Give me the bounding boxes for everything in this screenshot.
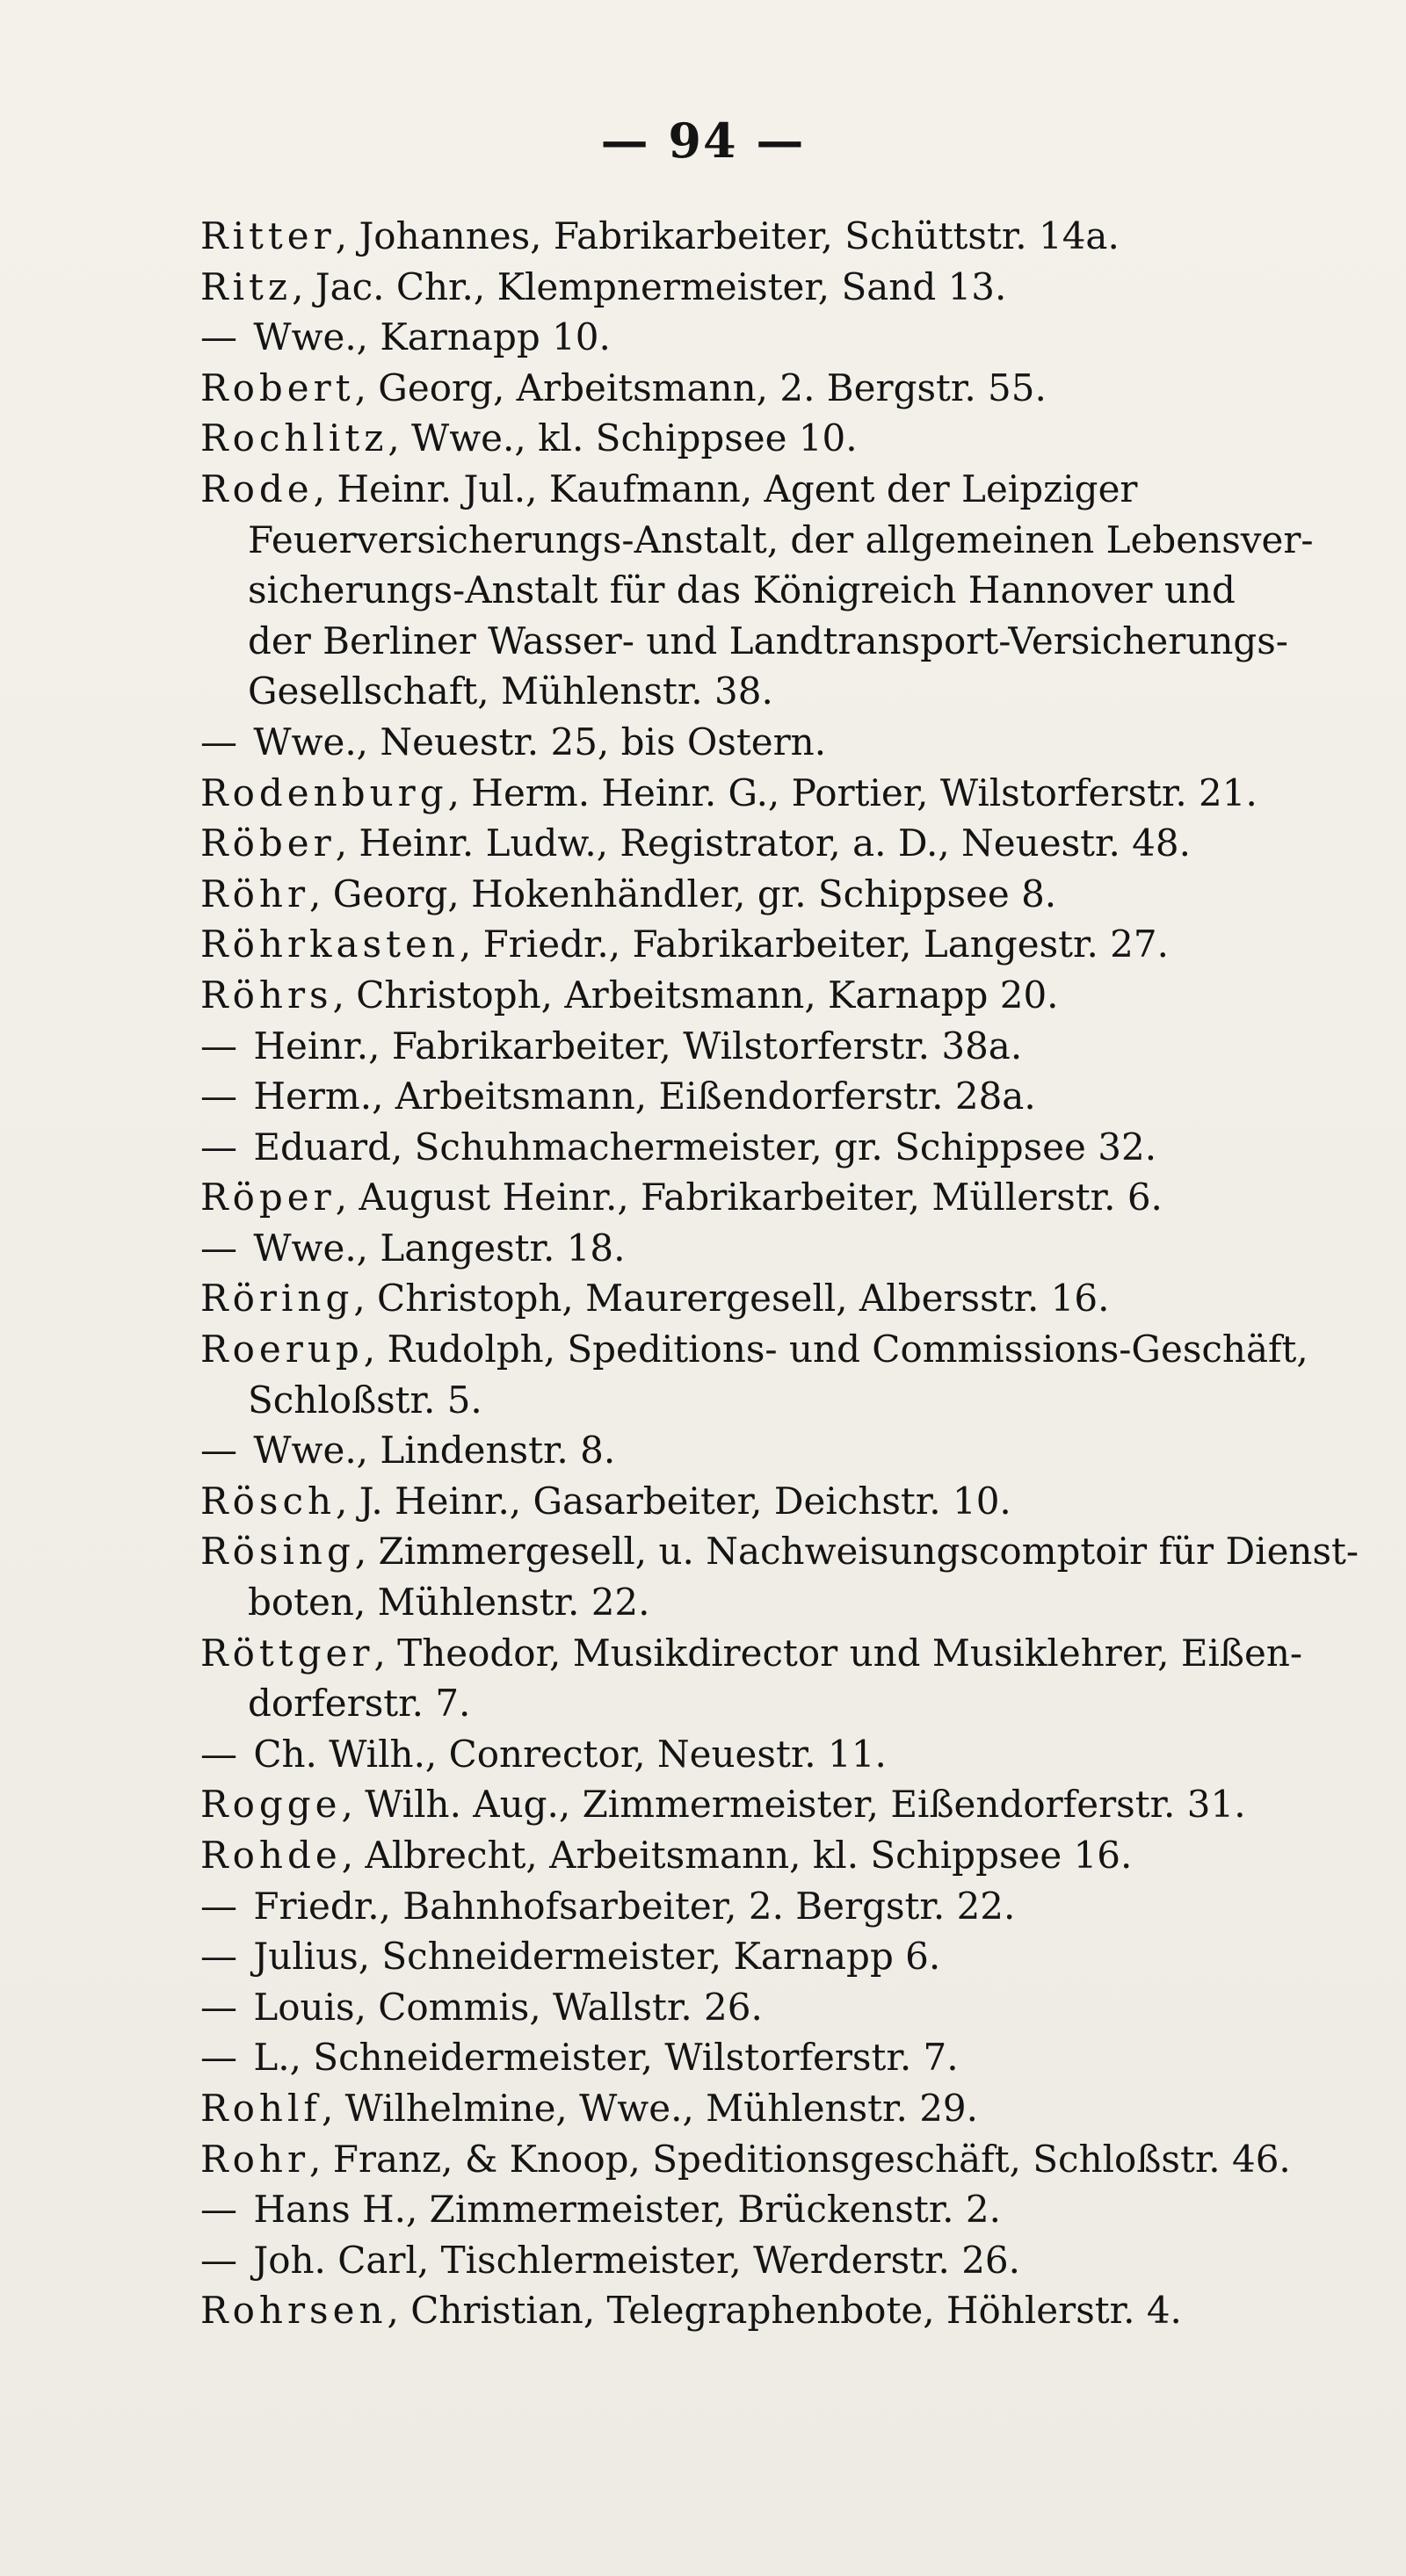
- entry-text: Wwe., Karnapp 10.: [242, 315, 611, 359]
- entry-surname: —: [200, 1125, 242, 1169]
- directory-entry: [200, 1729, 1360, 1780]
- entry-text: Louis, Commis, Wallstr. 26.: [242, 1985, 763, 2029]
- entry-text: dorferstr. 7.: [248, 1682, 471, 1726]
- entry-text: , Johannes, Fabrikarbeiter, Schüttstr. 14a.: [335, 214, 1120, 257]
- entry-text: , Christoph, Arbeitsmann, Karnapp 20.: [332, 973, 1059, 1017]
- entry-text: Eduard, Schuhmachermeister, gr. Schippsee 32.: [242, 1125, 1157, 1169]
- entry-surname: —: [200, 2238, 242, 2282]
- entry-surname: Röber: [200, 821, 336, 865]
- entry-text: , Zimmergesell, u. Nachweisungscomptoir für Dienst-: [354, 1530, 1359, 1574]
- entry-surname: —: [200, 1226, 242, 1270]
- directory-entry: [200, 919, 1360, 970]
- directory-entry: [200, 1779, 1360, 1830]
- entry-surname: Rösch: [200, 1479, 337, 1523]
- entry-text: Schloßstr. 5.: [248, 1378, 482, 1422]
- entry-surname: —: [200, 2036, 242, 2080]
- directory-entry: [200, 1273, 1360, 1324]
- entry-text: , Georg, Hokenhändler, gr. Schippsee 8.: [309, 872, 1057, 915]
- entry-surname: Röttger: [200, 1631, 374, 1675]
- entry-text: , Heinr. Jul., Kaufmann, Agent der Leipziger: [313, 467, 1138, 510]
- entry-text: Feuerversicherungs-Anstalt, der allgemeinen Lebensver-: [248, 517, 1314, 561]
- entry-continuation-line: [200, 1375, 1360, 1426]
- directory-entry: [200, 211, 1360, 262]
- entry-surname: —: [200, 1884, 242, 1928]
- entry-surname: —: [200, 1732, 242, 1776]
- entry-surname: Röper: [200, 1176, 336, 1219]
- directory-entry: [200, 312, 1360, 363]
- entry-text: , Herm. Heinr. G., Portier, Wilstorferstr. 21.: [447, 771, 1257, 814]
- entry-text: , Georg, Arbeitsmann, 2. Bergstr. 55.: [354, 365, 1047, 409]
- entry-text: sicherungs-Anstalt für das Königreich Hannover und: [248, 568, 1236, 612]
- entry-surname: Rogge: [200, 1783, 342, 1827]
- entry-text: , Wwe., kl. Schippsee 10.: [388, 416, 858, 460]
- entry-text: , Albrecht, Arbeitsmann, kl. Schippsee 16.: [341, 1834, 1133, 1877]
- entry-surname: Röring: [200, 1277, 354, 1321]
- directory-entry: [200, 262, 1360, 313]
- entry-surname: —: [200, 1024, 242, 1067]
- entry-continuation-line: [200, 515, 1360, 566]
- entry-surname: —: [200, 720, 242, 763]
- entry-surname: Rohrsen: [200, 2289, 388, 2333]
- entry-surname: —: [200, 315, 242, 359]
- directory-entry: [200, 1931, 1360, 1982]
- entry-surname: Rohlf: [200, 2086, 322, 2130]
- directory-entry: [200, 869, 1360, 920]
- directory-entry: [200, 1628, 1360, 1679]
- entry-text: Hans H., Zimmermeister, Brückenstr. 2.: [242, 2188, 1001, 2232]
- entry-continuation-line: [200, 1577, 1360, 1628]
- entry-text: , Jac. Chr., Klempnermeister, Sand 13.: [292, 264, 1007, 308]
- entry-continuation-line: [200, 666, 1360, 717]
- entry-text: , J. Heinr., Gasarbeiter, Deichstr. 10.: [336, 1479, 1011, 1523]
- directory-entry: [200, 1223, 1360, 1274]
- entry-text: , Christian, Telegraphenbote, Höhlerstr. 4.: [387, 2289, 1182, 2333]
- entry-text: L., Schneidermeister, Wilstorferstr. 7.: [242, 2036, 959, 2080]
- directory-entry: [200, 970, 1360, 1021]
- directory-entry: [200, 1476, 1360, 1527]
- directory-entry: [200, 1830, 1360, 1881]
- directory-entry: [200, 2285, 1360, 2336]
- entry-text: Herm., Arbeitsmann, Eißendorferstr. 28a.: [242, 1075, 1036, 1118]
- entry-text: , August Heinr., Fabrikarbeiter, Müllerstr. 6.: [335, 1176, 1163, 1219]
- entry-continuation-line: [200, 616, 1360, 667]
- entry-text: Julius, Schneidermeister, Karnapp 6.: [242, 1935, 941, 1979]
- entry-surname: —: [200, 1429, 242, 1473]
- directory-entry: [200, 768, 1360, 819]
- entry-text: , Heinr. Ludw., Registrator, a. D., Neuestr. 48.: [335, 821, 1191, 865]
- directory-entry: [200, 1526, 1360, 1577]
- directory-entries: [200, 211, 1360, 2336]
- entry-surname: —: [200, 1075, 242, 1118]
- directory-entry: [200, 2184, 1360, 2235]
- page-number: — 94 —: [600, 112, 806, 169]
- directory-entry: [200, 2235, 1360, 2286]
- entry-surname: Rodenburg: [200, 771, 448, 814]
- entry-surname: Röhrkasten: [200, 923, 460, 966]
- entry-surname: Rohr: [200, 2137, 310, 2181]
- entry-text: Wwe., Lindenstr. 8.: [242, 1429, 616, 1473]
- entry-surname: Robert: [200, 365, 355, 409]
- entry-surname: Rohde: [200, 1834, 342, 1877]
- directory-entry: [200, 818, 1360, 869]
- directory-entry: [200, 717, 1360, 768]
- entry-text: , Theodor, Musikdirector und Musiklehrer, Eißen-: [373, 1631, 1303, 1675]
- entry-text: Wwe., Neuestr. 25, bis Ostern.: [242, 720, 827, 763]
- directory-entry: [200, 2032, 1360, 2083]
- entry-surname: Ritter: [200, 214, 336, 257]
- directory-entry: [200, 1021, 1360, 1072]
- entry-text: der Berliner Wasser- und Landtransport-Versicherungs-: [248, 619, 1288, 662]
- directory-entry: [200, 1881, 1360, 1932]
- entry-surname: —: [200, 1985, 242, 2029]
- entry-continuation-line: [200, 1678, 1360, 1729]
- entry-text: Wwe., Langestr. 18.: [242, 1226, 626, 1270]
- directory-entry: [200, 413, 1360, 464]
- directory-entry: [200, 2134, 1360, 2185]
- entry-surname: Roerup: [200, 1328, 364, 1371]
- entry-surname: —: [200, 2188, 242, 2232]
- directory-entry: [200, 363, 1360, 414]
- directory-entry: [200, 1425, 1360, 1476]
- entry-surname: Ritz: [200, 264, 293, 308]
- directory-entry: [200, 1982, 1360, 2033]
- entry-text: , Wilhelmine, Wwe., Mühlenstr. 29.: [321, 2086, 978, 2130]
- entry-text: boten, Mühlenstr. 22.: [248, 1581, 650, 1624]
- directory-entry: [200, 1071, 1360, 1122]
- directory-entry: [200, 2083, 1360, 2134]
- directory-entry: [200, 1172, 1360, 1223]
- entry-text: Joh. Carl, Tischlermeister, Werderstr. 26.: [242, 2238, 1020, 2282]
- entry-surname: Rode: [200, 467, 314, 510]
- entry-surname: Röhrs: [200, 973, 333, 1017]
- directory-entry: [200, 464, 1360, 515]
- entry-surname: Röhr: [200, 872, 310, 915]
- directory-entry: [200, 1324, 1360, 1375]
- entry-text: Ch. Wilh., Conrector, Neuestr. 11.: [242, 1732, 887, 1776]
- entry-text: Friedr., Bahnhofsarbeiter, 2. Bergstr. 22.: [242, 1884, 1016, 1928]
- entry-text: , Friedr., Fabrikarbeiter, Langestr. 27.: [459, 923, 1169, 966]
- entry-text: , Franz, & Knoop, Speditionsgeschäft, Schloßstr. 46.: [309, 2137, 1291, 2181]
- entry-text: , Wilh. Aug., Zimmermeister, Eißendorferstr. 31.: [341, 1783, 1246, 1827]
- entry-continuation-line: [200, 565, 1360, 616]
- entry-text: Heinr., Fabrikarbeiter, Wilstorferstr. 38a.: [242, 1024, 1023, 1067]
- entry-surname: Rösing: [200, 1530, 355, 1574]
- entry-surname: Rochlitz: [200, 416, 388, 460]
- entry-text: , Christoph, Maurergesell, Albersstr. 16.: [353, 1277, 1110, 1321]
- entry-text: Gesellschaft, Mühlenstr. 38.: [248, 669, 773, 713]
- directory-entry: [200, 1122, 1360, 1173]
- entry-surname: —: [200, 1935, 242, 1979]
- entry-text: , Rudolph, Speditions- und Commissions-Geschäft,: [363, 1328, 1308, 1371]
